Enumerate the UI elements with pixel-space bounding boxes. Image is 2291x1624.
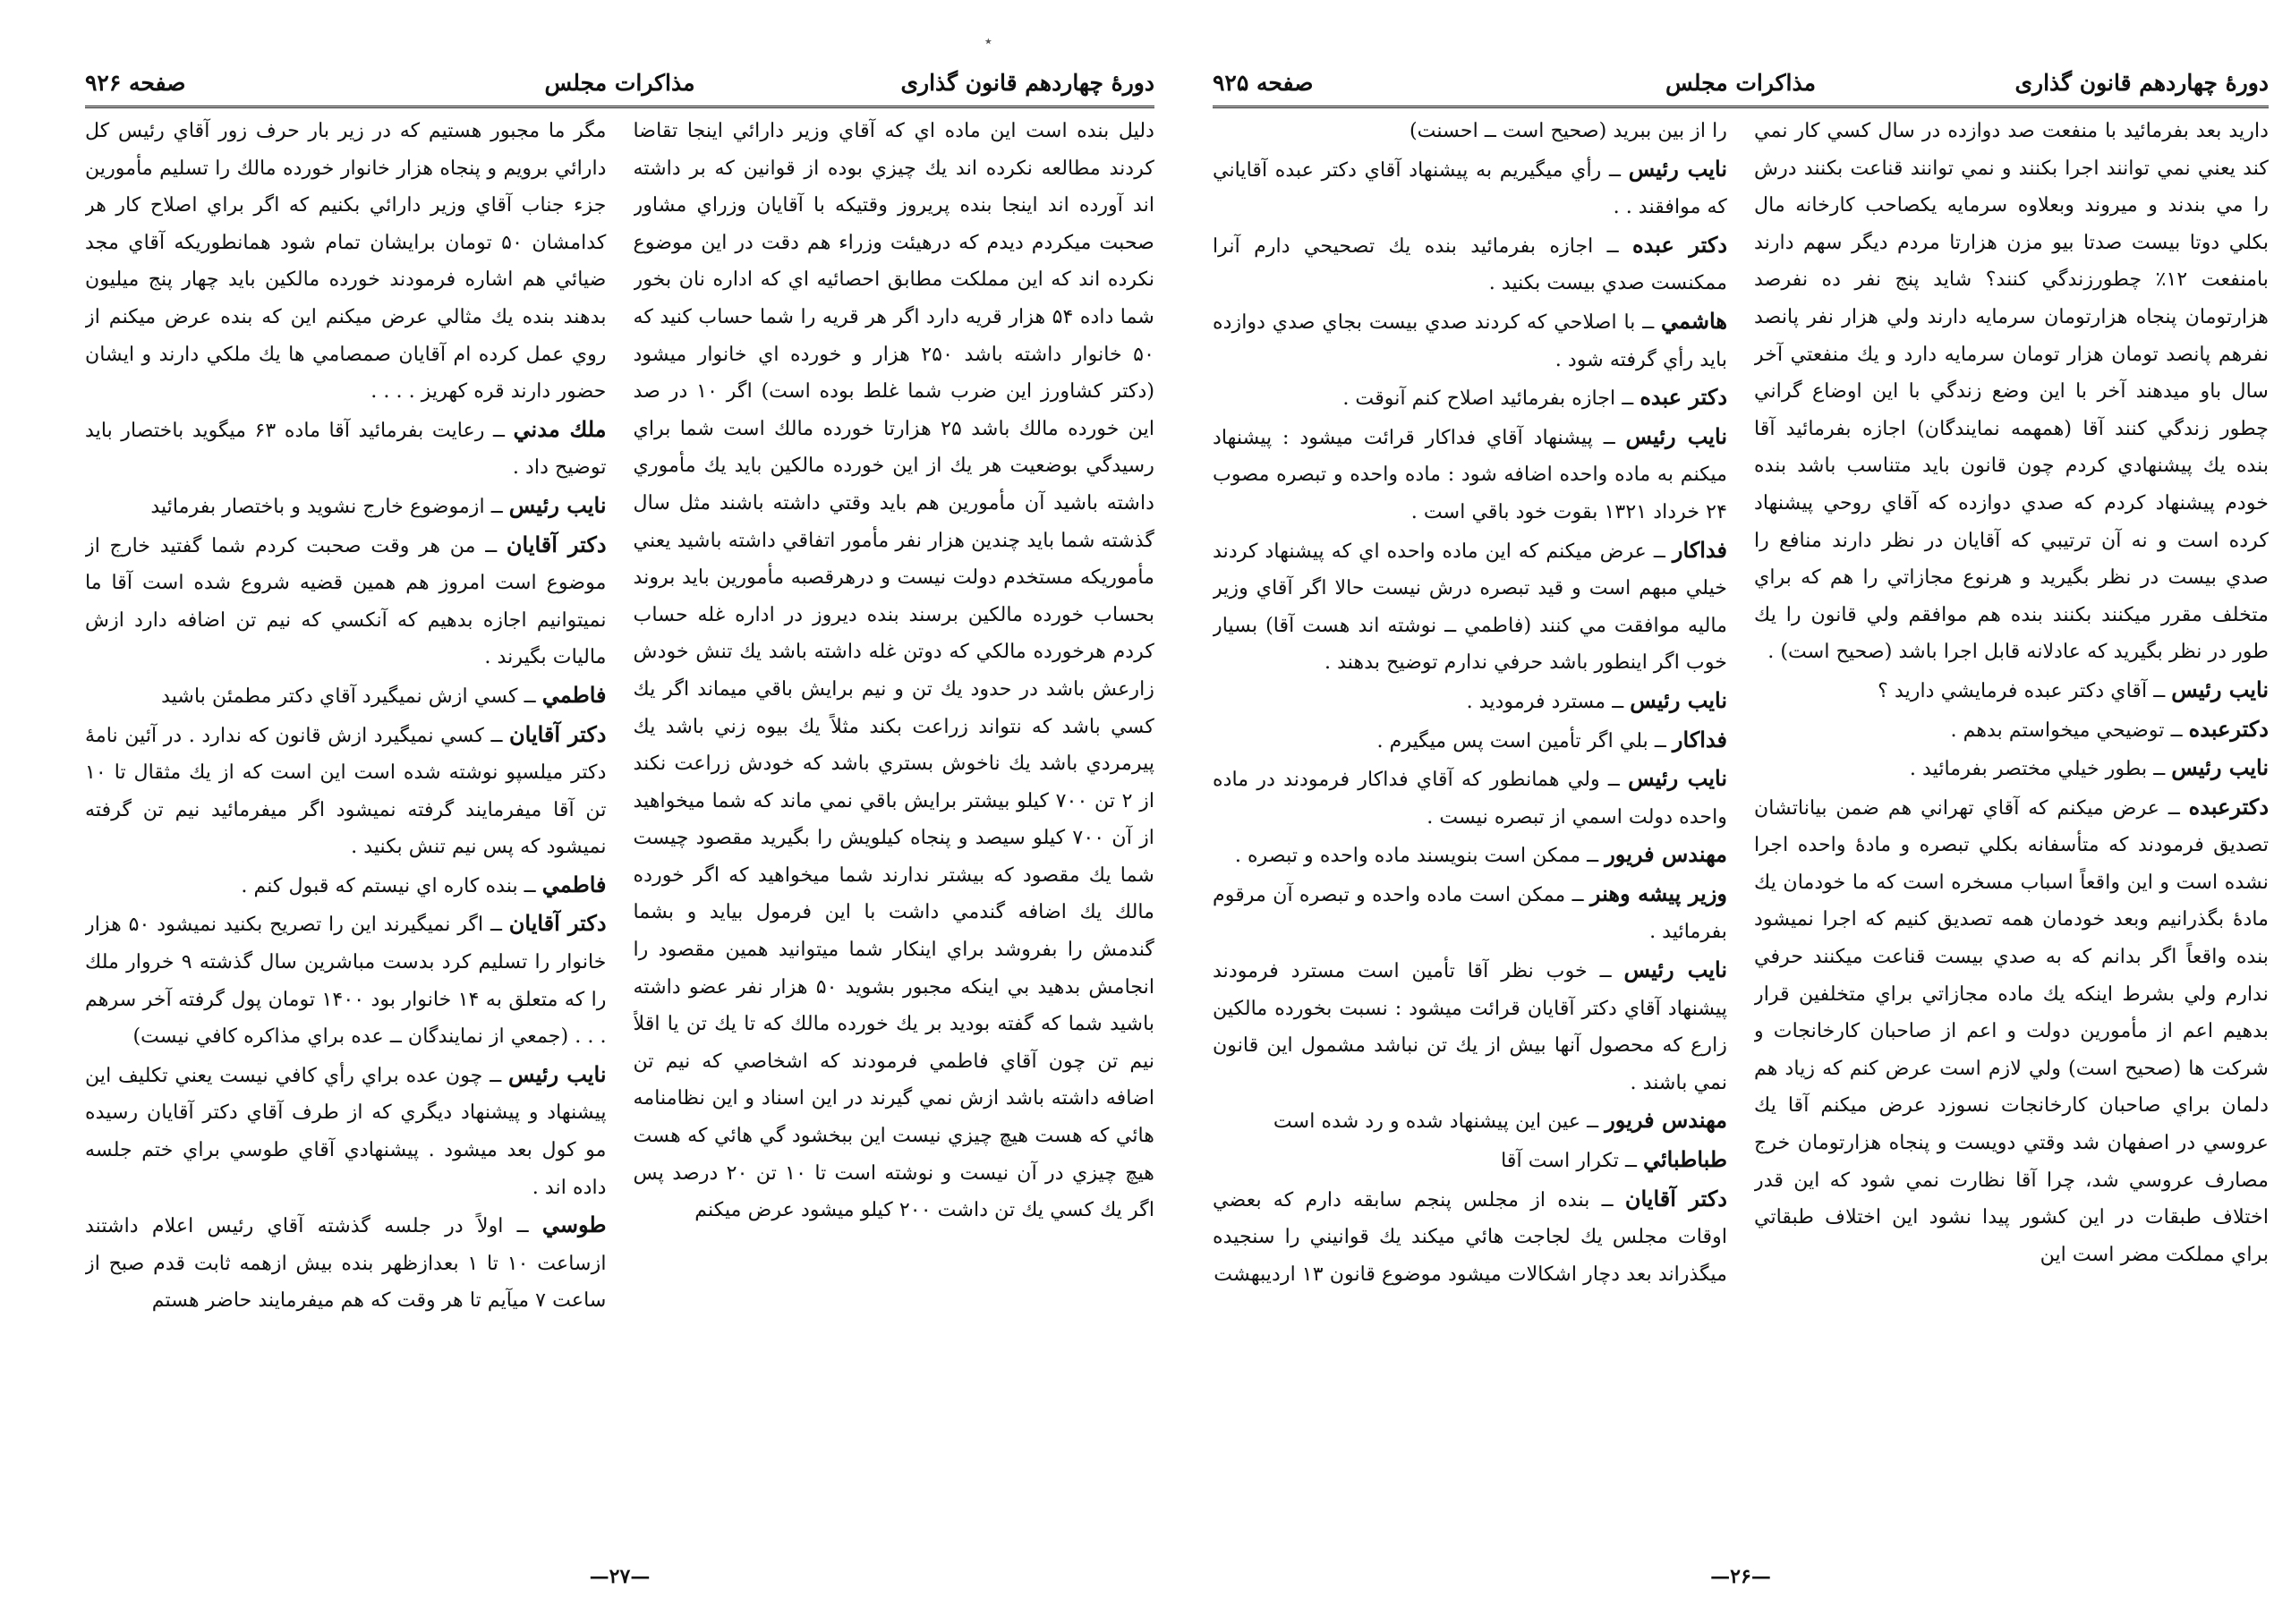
speech-text: عرض ميكنم كه اين ماده واحده اي كه پيشنهاد كردند خيلي مبهم است و قيد تبصره درش نيست حالا اگر آقاي وزير ماليه موافقت مي كنند (فاطمي ــ نوشته اند هست آقا) بسيار خوب اگر اينطور باشد حرفي ندارم توضيح بدهند . [1213,539,1727,675]
header-title: مذاکرات مجلس [1665,70,1817,96]
speech-text: توضيحي ميخواستم بدهم . [1950,718,2165,742]
speech-paragraph: نايب رئيس ــ خوب نظر آقا تأمين است مسترد فرمودند پيشنهاد آقاي دكتر آقايان قرائت ميشود : نسبت بخورده مالكين زارع كه محصول آنها بيش از يك تن نباشد مشمول اين قانون نمي باشند . [1213,957,1727,1094]
page-header [1213,63,2269,108]
text-column-first [1754,113,2269,1543]
speech-text: خوب نظر آقا تأمين است مسترد فرمودند پيشنهاد آقاي دكتر آقايان قرائت ميشود : نسبت بخورده مالكين زارع كه محصول آنها بيش از يك تن نباشد مشمول اين قانون نمي باشند . [1213,959,1727,1094]
header-title: مذاکرات مجلس [544,70,695,96]
speaker-name: دكترعبده [2188,715,2269,742]
speaker-name: نايب رئيس [2171,676,2269,702]
speech-text: كسي ازش نميگيرد آقاي دكتر مطمئن باشيد [161,684,518,708]
speech-paragraph: دكتر آقايان ــ كسي نميگيرد ازش قانون كه ندارد . در آئين نامهٔ دكتر ميلسپو نوشته شده است اين است كه از يك مثقال تا ۱۰ تن آقا ميفرمايند گرفته نميشود اگر ميفرمائيد نيم تن گرفته نميشود كه پس نيم تنش بكنيد . [85,720,607,859]
speaker-name: نايب رئيس [2171,754,2269,781]
speaker-name: نايب رئيس [1625,422,1727,449]
speech-text: بطور خيلي مختصر بفرمائيد . [1909,757,2148,781]
speech-text: چون عده براي رأي كافي نيست يعني تكليف اين پيشنهاد و پيشنهاد ديگري كه از طرف آقاي دكتر آقايان رسيده مو كول بعد ميشود . پيشنهادي آقاي طوسي براي ختم جلسه داده اند . [85,1063,607,1199]
speaker-name: هاشمي [1661,307,1727,334]
page-925 [1213,63,2269,1588]
speech-text: دليل بنده است اين ماده اي كه آقاي وزير دارائي اينجا تقاضا كردند مطالعه نكرده اند يك چيزي بوده از قوانين كه بر داشته اند آورده اند اينجا بنده پريروز وقتيكه با آقايان وزراي مشاور صحبت ميكردم ديدم كه درهيئت وزراء هم دقت در اين موضوع نكرده اند كه اين مملكت مطابق احصائيه اي كه اداره نان بخور شما داده ۵۴ هزار قريه دارد اگر هر قريه را شما حساب كنيد كه ۵۰ خانوار داشته باشد ۲۵۰ هزار و خورده اي خانوار ميشود (دكتر كشاورز اين ضرب شما غلط بوده است) اگر ۱۰ در صد اين خورده مالك باشد ۲۵ هزارتا خورده مالك است شما براي رسيدگي بوضعيت هر يك از اين خورده مالكين بايد يك مأموري داشته باشيد آن مأمورين هم بايد وقتي داشته باشند مثل سال گذشته شما بايد چندين هزار نفر مأمور اتفاقي داشته باشيد يعني مأموريكه مستخدم دولت نيست و درهرقصبه مأمورين بايد بروند بحساب خورده مالكين برسند بنده ديروز در اداره غله حساب كردم هرخورده مالكي كه دوتن غله داشته باشد يك تنش خودش زارعش باشد در حدود يك تن و نيم برايش باقي ميماند اگر يك كسي باشد كه نتواند زراعت بكند مثلاً يك بيوه زني باشد يك پيرمردي باشد يك ناخوش بستري باشد كه خودش زراعت نكند از ۲ تن ۷۰۰ كيلو بيشتر برايش باقي نمي ماند كه شما ميخواهيد از آن ۷۰۰ كيلو سيصد و پنجاه كيلويش را بگيريد مقصود چيست شما يك مقصود كه بيشتر ندارند شما ميخواهيد كه اگر خورده مالك يك اضافه گندمي داشت با اين فرمول بيايد و بشما گندمش را بفروشد براي اينكار شما ميتوانيد همين مقصود را انجامش بدهيد بي اينكه مجبور بشويد ۵۰ هزار نفر عضو داشته باشيد شما كه گفته بوديد بر يك خورده مالك كه تا يك تن يا اقلاً نيم تن چون آقاي فاطمي فرمودند كه اشخاصي كه نيم تن اضافه داشته باشد ازش نمي گيرند در اين اسناد و اين نظامنامه هائي كه هست هيچ چيزي نيست اين ببخشود گي هائي كه هست هيچ چيزي در آن نيست و نوشته است تا ۱۰ تن ۲۰ درصد پس اگر يك كسي يك تن داشت ۲۰۰ كيلو ميشود عرض ميكنم [633,119,1154,1222]
speech-paragraph: فداكار ــ عرض ميكنم كه اين ماده واحده اي كه پيشنهاد كردند خيلي مبهم است و قيد تبصره درش نيست حالا اگر آقاي وزير ماليه موافقت مي كنند (فاطمي ــ نوشته اند هست آقا) بسيار خوب اگر اينطور باشد حرفي ندارم توضيح بدهند . [1213,536,1727,675]
speaker-name: دكترعبده [2188,793,2269,820]
speaker-name: دكتر عبده [1639,384,1727,411]
speaker-name: فداكار [1672,536,1727,563]
speech-paragraph: نايب رئيس ــ مسترد فرموديد . [1466,686,1727,713]
speech-paragraph: طوسي ــ اولاً در جلسه گذشته آقاي رئيس اعلام داشتند ازساعت ۱۰ تا ۱ بعدازظهر بنده بيش ازهمه ثابت قدم صبح از ساعت ۷ ميآيم تا هر وقت كه هم ميفرمايند حاضر هستم [85,1212,607,1313]
speaker-name: نايب رئيس [1628,765,1727,792]
scan-mark: ٭ [984,32,992,49]
speaker-name: طوسي [541,1212,607,1238]
speech-paragraph: طباطبائي ــ تكرار است آقا [1501,1146,1727,1173]
speaker-name: فاطمي [541,871,607,897]
speech-paragraph: دكتر آقايان ــ بنده از مجلس پنجم سابقه دارم كه بعضي اوقات مجلس يك لجاجت هائي ميكند يك قوانيني را سنجيده ميگذراند بعد دچار اشكالات ميشود موضوع قانون ۱۳ ارديبهشت [1213,1185,1727,1286]
speaker-name: فاطمي [541,681,607,708]
speech-paragraph: نايب رئيس ــ آقاي دكتر عبده فرمايشي داريد ؟ [1878,676,2269,702]
header-session: دورهٔ چهاردهم قانون گذاری [900,70,1154,96]
speech-paragraph: دكترعبده ــ عرض ميكنم كه آقاي تهراني هم ضمن بياناتشان تصديق فرمودند كه متأسفانه بكلي تبصره و مادهٔ واحده اجرا نشده است و اين واقعاً اسباب مسخره است كه ما خودمان يك مادهٔ بگذرانيم وبعد خودمان همه تصديق كنيم كه اجرا نميشود بنده واقعاً اگر بدانم كه به صدي بيست قناعت ميكنند حرفي ندارم ولي بشرط اينكه يك ماده مجازاتي براي متخلفين قرار بدهيم اعم از مأمورين دولت و اعم از صاحبان كارخانجات و شركت ها (صحيح است) ولي لازم است عرض كنم كه زياد هم دلمان براي صاحبان كارخانجات نسوزد عرض ميكنم آقا يك عروسي در اصفهان شد وقتي دويست و پنجاه هزارتومان خرج مصارف عروسي شد، چرا آقا نظارت نمي شود كه اين قدر اختلاف طبقات در اين كشور پيدا نشود اين اختلاف طبقاتي براي مملكت مضر است اين [1754,793,2269,1266]
speech-text: ممكن است ماده واحده و تبصره آن مرقوم بفرمائيد . [1213,882,1727,944]
speaker-name: مهندس فريور [1605,841,1727,868]
speech-paragraph: نايب رئيس ــ چون عده براي رأي كافي نيست يعني تكليف اين پيشنهاد و پيشنهاد ديگري كه از طرف آقاي دكتر آقايان رسيده مو كول بعد ميشود . پيشنهادي آقاي طوسي براي ختم جلسه داده اند . [85,1060,607,1199]
speaker-name: نايب رئيس [1623,957,1727,983]
speech-paragraph: وزير پيشه وهنر ــ ممكن است ماده واحده و تبصره آن مرقوم بفرمائيد . [1213,880,1727,944]
speaker-name: وزير پيشه وهنر [1589,880,1727,906]
speaker-name: دكتر آقايان [508,910,607,937]
speech-text: اگر نميگيرند اين را تصريح بكنيد نميشود ۵۰ هزار خانوار را تسليم كرد بدست مباشرين سال گذشته ۹ خروار ملك را كه متعلق به ۱۴ خانوار بود ۱۴۰۰ تومان پول گرفته آخر سرهم . . . (جمعي از نمايندگان ــ عده براي مذاكره كافي نيست) [85,913,607,1049]
speech-paragraph [634,113,1155,1229]
speech-text: مسترد فرموديد . [1466,689,1606,713]
speech-text: پيشنهاد آقاي فداكار قرائت ميشود : پيشنهاد ميكنم به ماده واحده اضافه شود : ماده واحده و تبصره مصوب ۲۴ خرداد ۱۳۲۱ بقوت خود باقي است . [1213,425,1727,523]
page-header [85,63,1154,108]
speech-text: با اصلاحي كه كردند صدي بيست بجاي صدي دوازده بايد رأي گرفته شود . [1213,310,1727,371]
speaker-name: نايب رئيس [1628,155,1727,182]
speech-text: ولي همانطور كه آقاي فداكار فرمودند در ماده واحده دولت اسمي از تبصره نيست . [1213,768,1727,829]
speech-text: داريد بعد بفرمائيد با منفعت صد دوازده در سال كسي كار نمي كند يعني نمي توانند اجرا بكنند و نمي توانند قناعت بكنند درش را مي بندند و ميروند وبعلاوه سرمايه يكصاحب كارخانه مال بكلي دوتا بيست صدتا بيو مزن هزارتا مردم ديگر سهم دارند بامنفعت ۱۲٪ چطورزندگي كنند؟ شايد پنج نفر ده نفرصد هزارتومان پنجاه هزارتومان سرمايه دارند ولي هزار نفر پانصد نفرهم پانصد تومان هزار تومان سرمايه دارد و يك منفعتي آخر سال باو ميدهند آخر با اين وضع زندگي با اين اوضاع گراني چطور زندگي كنند آقا (همهمه نمايندگان) اجازه بفرمائيد آقا بنده يك پيشنهادي كردم چون قانون بايد متناسب باشد بنده خودم پيشنهاد كردم كه صدي دوازده كه آقاي روحي پيشنهاد كرده است و نه آن ترتيبي كه آقايان در نظر دارند منافع را صدي بيست در نظر بگيريد و هرنوع مجازاتي را هم كه براي متخلف مقرر ميكنند بكنند بنده هم موافقم ولي قانون را يك طور در نظر بگيريد كه عادلانه قابل اجرا باشد (صحيح است) . [1754,119,2269,664]
speech-text: تكرار است آقا [1501,1149,1619,1173]
page-926 [85,63,1154,1588]
text-column-first [634,113,1155,1543]
speech-text: ممكن است بنويسند ماده واحده و تبصره . [1234,844,1581,868]
speech-paragraph: مهندس فريور ــ ممكن است بنويسند ماده واحده و تبصره . [1234,841,1727,868]
speech-text: بنده از مجلس پنجم سابقه دارم كه بعضي اوقات مجلس يك لجاجت هائي ميكند يك قوانيني را سنجيده ميگذراند بعد دچار اشكالات ميشود موضوع قانون ۱۳ ارديبهشت [1213,1187,1727,1286]
speaker-name: نايب رئيس [508,491,607,518]
speaker-name: ملك مدني [513,415,607,442]
speaker-name: نايب رئيس [1630,686,1727,713]
speech-paragraph: هاشمي ــ با اصلاحي كه كردند صدي بيست بجاي صدي دوازده بايد رأي گرفته شود . [1213,307,1727,371]
speaker-name: مهندس فريور [1605,1107,1727,1134]
speech-paragraph: ملك مدني ــ رعايت بفرمائيد آقا ماده ۶۳ ميگويد باختصار بايد توضيح داد . [85,415,607,480]
speaker-name: طباطبائي [1643,1146,1727,1173]
speech-paragraph: دكتر عبده ــ اجازه بفرمائيد اصلاح كنم آنوقت . [1342,384,1727,411]
speaker-name: دكتر آقايان [1624,1185,1727,1212]
speech-text: عين اين پيشنهاد شده و رد شده است [1273,1110,1581,1134]
speaker-name: دكتر عبده [1632,231,1727,258]
speech-text: را از بين ببريد (صحيح است ــ احسنت) [1409,119,1727,142]
header-session: دورهٔ چهاردهم قانون گذاری [2014,70,2269,96]
page-footer-number: —۲۷— [589,1565,651,1588]
speech-paragraph: مهندس فريور ــ عين اين پيشنهاد شده و رد شده است [1273,1107,1727,1134]
speaker-name: دكتر آقايان [506,531,607,557]
speaker-name: نايب رئيس [508,1060,607,1087]
speech-paragraph: نايب رئيس ــ ازموضوع خارج نشويد و باختصار بفرمائيد [150,491,607,518]
speaker-name: دكتر آقايان [509,720,607,747]
speech-paragraph: نايب رئيس ــ بطور خيلي مختصر بفرمائيد . [1909,754,2269,781]
speech-text: رعايت بفرمائيد آقا ماده ۶۳ ميگويد باختصار بايد توضيح داد . [85,418,607,480]
speech-paragraph: فداكار ــ بلي اگر تأمين است پس ميگيرم . [1376,726,1727,752]
speech-paragraph: دكتر آقايان ــ من هر وقت صحبت كردم شما گفتيد خارج از موضوع است امروز هم همين قضيه شروع شده است آقا ما نميتوانيم اجازه بدهيم كه آنكسي كه نيم تن اضافه دارد ازش ماليات بگيرند . [85,531,607,669]
speech-text: اولاً در جلسه گذشته آقاي رئيس اعلام داشتند ازساعت ۱۰ تا ۱ بعدازظهر بنده بيش ازهمه ثابت قدم صبح از ساعت ۷ ميآيم تا هر وقت كه هم ميفرمايند حاضر هستم [85,1214,607,1313]
speech-text: كسي نميگيرد ازش قانون كه ندارد . در آئين نامهٔ دكتر ميلسپو نوشته شده است اين است كه از يك مثقال تا ۱۰ تن آقا ميفرمايند گرفته نميشود اگر ميفرمائيد نيم تن گرفته نميشود كه پس نيم تنش بكنيد . [85,723,607,859]
page-footer-number: —۲۶— [1710,1565,1771,1588]
speech-text: مگر ما مجبور هستيم كه در زير بار حرف زور آقاي رئيس كل دارائي برويم و پنجاه هزار خانوار خورده مالك را تسليم مأمورين جزء جناب آقاي وزير دارائي بكنيم كه اگر براي اصلاح كار هر كدامشان ۵۰ تومان برايشان تمام شود همانطوريكه آقاي مجد ضيائي هم اشاره فرمودند خورده مالكين بايد چهار پنج ميليون بدهند بنده يك مثالي عرض ميكنم اين كه بنده عرض ميكنم از روي عمل كرده ام آقايان صمصامي ها يك ملكي دارند و ايشان حضور دارند قره كهريز . . . . [85,119,607,404]
speech-text: آقاي دكتر عبده فرمايشي داريد ؟ [1878,678,2148,702]
speech-paragraph: نايب رئيس ــ ولي همانطور كه آقاي فداكار فرمودند در ماده واحده دولت اسمي از تبصره نيست . [1213,765,1727,829]
speech-paragraph: دكتر عبده ــ اجازه بفرمائيد بنده يك تصحيحي دارم آنرا ممكنست صدي بيست بكنيد . [1213,231,1727,295]
speech-paragraph [85,113,607,411]
speech-paragraph: نايب رئيس ــ رأي ميگيريم به پيشنهاد آقاي دكتر عبده آقاياني كه موافقند . . [1213,155,1727,219]
speech-paragraph: دكتر آقايان ــ اگر نميگيرند اين را تصريح بكنيد نميشود ۵۰ هزار خانوار را تسليم كرد بدست مباشرين سال گذشته ۹ خروار ملك را كه متعلق به ۱۴ خانوار بود ۱۴۰۰ تومان پول گرفته آخر سرهم . . . (جمعي از نمايندگان ــ عده براي مذاكره كافي نيست) [85,910,607,1049]
text-column-second [85,113,607,1543]
speech-text: بلي اگر تأمين است پس ميگيرم . [1376,728,1648,752]
speech-text: ازموضوع خارج نشويد و باختصار بفرمائيد [150,494,485,518]
text-column-second [1213,113,1727,1543]
speech-paragraph [1213,113,1727,150]
speech-text: اجازه بفرمائيد اصلاح كنم آنوقت . [1342,387,1616,411]
speech-text: من هر وقت صحبت كردم شما گفتيد خارج از موضوع است امروز هم همين قضيه شروع شده است آقا ما نميتوانيم اجازه بدهيم كه آنكسي كه نيم تن اضافه دارد ازش ماليات بگيرند . [85,533,607,669]
speech-paragraph: فاطمي ــ كسي ازش نميگيرد آقاي دكتر مطمئن باشيد [161,681,607,708]
header-page-number: صفحه ۹۲۵ [1213,70,1314,96]
speech-paragraph: فاطمي ــ بنده كاره اي نيستم كه قبول كنم . [241,871,607,897]
speech-text: اجازه بفرمائيد بنده يك تصحيحي دارم آنرا ممكنست صدي بيست بكنيد . [1213,234,1727,295]
speech-text: رأي ميگيريم به پيشنهاد آقاي دكتر عبده آقاياني كه موافقند . . [1213,157,1727,219]
speech-text: بنده كاره اي نيستم كه قبول كنم . [241,873,518,897]
speech-text: عرض ميكنم كه آقاي تهراني هم ضمن بياناتشان تصديق فرمودند كه متأسفانه بكلي تبصره و مادهٔ واحده اجرا نشده است و اين واقعاً اسباب مسخره است كه ما خودمان يك مادهٔ بگذرانيم وبعد خودمان همه تصديق كنيم كه اجرا نميشود بنده واقعاً اگر بدانم كه به صدي بيست قناعت ميكنند حرفي ندارم ولي بشرط اينكه يك ماده مجازاتي براي متخلفين قرار بدهيم اعم از مأمورين دولت و اعم از صاحبان كارخانجات و شركت ها (صحيح است) ولي لازم است عرض كنم كه زياد هم دلمان براي صاحبان كارخانجات نسوزد عرض ميكنم آقا يك عروسي در اصفهان شد وقتي دويست و پنجاه هزارتومان خرج مصارف عروسي شد، چرا آقا نظارت نمي شود كه اين قدر اختلاف طبقات در اين كشور پيدا نشود اين اختلاف طبقاتي براي مملكت مضر است اين [1754,795,2269,1266]
speech-paragraph [1754,113,2269,671]
speaker-name: فداكار [1672,726,1727,752]
header-page-number: صفحه ۹۲۶ [85,70,186,96]
speech-paragraph: دكترعبده ــ توضيحي ميخواستم بدهم . [1950,715,2269,742]
speech-paragraph: نايب رئيس ــ پيشنهاد آقاي فداكار قرائت ميشود : پيشنهاد ميكنم به ماده واحده اضافه شود : ماده واحده و تبصره مصوب ۲۴ خرداد ۱۳۲۱ بقوت خود باقي است . [1213,422,1727,523]
